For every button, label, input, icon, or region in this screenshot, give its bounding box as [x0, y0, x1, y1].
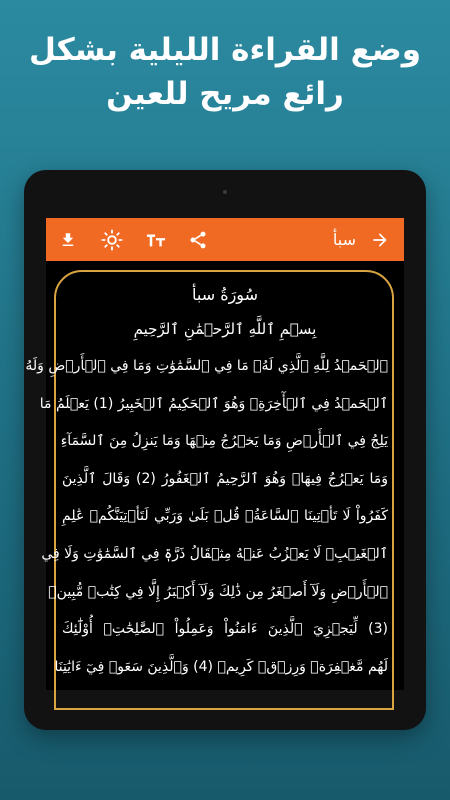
verse-line: يَلِجُ فِي ٱلۡأَرۡضِ وَمَا يَخۡرُجُ مِنۡهَا وَمَا يَنزِلُ مِنَ ٱلسَّمَآءِ	[60, 433, 388, 450]
verse-line: ٱلۡأَرۡضِ وَلَآ أَصۡغَرُ مِن ذَٰلِكَ وَلَآ أَكۡبَرُ إِلَّا فِي كِتَٰبٖ مُّبِينٖ	[48, 583, 388, 600]
headline-line-1: وضع القراءة الليلية بشكل	[29, 32, 421, 68]
verse-line: لَهُم مَّغۡفِرَةٞ وَرِزۡقٞ كَرِيمٞ (4) وَٱلَّذِينَ سَعَوۡ فِيٓ ءَايَٰتِنَا	[54, 658, 388, 675]
app-toolbar	[46, 218, 404, 261]
tablet-device	[24, 170, 426, 730]
app-screen	[25, 218, 404, 690]
verse-line: كَفَرُواْ لَا تَأۡتِينَا ٱلسَّاعَةُۖ قُلۡ بَلَىٰ وَرَبِّي لَتَأۡتِيَنَّكُمۡ عَٰلِمِ	[62, 508, 388, 525]
verse-line: (3) لِّيَجۡزِيَ ٱلَّذِينَ ءَامَنُواْ وَعَمِلُواْ ٱلصَّٰلِحَٰتِۚ أُوْلَٰٓئِكَ	[62, 621, 388, 638]
surah-name-title: سبأ	[332, 230, 356, 249]
verse-line: ٱلۡغَيۡبِۖ لَا يَعۡزُبُ عَنۡهُ مِثۡقَالُ ذَرَّةٖ فِي ٱلسَّمَٰوَٰتِ وَلَا فِي	[41, 545, 388, 562]
back-arrow-icon[interactable]	[364, 218, 396, 261]
download-icon[interactable]	[52, 218, 84, 261]
reader-content	[25, 278, 390, 686]
headline-line-2: رائع مريح للعين	[106, 76, 344, 112]
verse-line: ٱلۡحَمۡدُ فِي ٱلۡأٓخِرَةِۚ وَهُوَ ٱلۡحَكِيمُ ٱلۡخَبِيرُ (1) يَعۡلَمُ مَا	[39, 395, 388, 412]
surah-heading: سُورَةُ سبأ	[192, 285, 258, 304]
verses-block	[25, 348, 390, 686]
text-size-icon[interactable]	[140, 218, 172, 261]
share-icon[interactable]	[182, 218, 214, 261]
basmala: بِسۡمِ ٱللَّهِ ٱلرَّحۡمَٰنِ ٱلرَّحِيمِ	[133, 320, 317, 338]
verse-line: ٱلۡحَمۡدُ لِلَّهِ ٱلَّذِي لَهُۥ مَا فِي ٱلسَّمَٰوَٰتِ وَمَا فِي ٱلۡأَرۡضِ وَلَهُ	[25, 358, 388, 374]
brightness-icon[interactable]	[96, 218, 128, 261]
verse-line: وَمَا يَعۡرُجُ فِيهَاۚ وَهُوَ ٱلرَّحِيمُ ٱلۡغَفُورُ (2) وَقَالَ ٱلَّذِينَ	[62, 470, 388, 487]
camera-dot	[223, 190, 227, 194]
promo-headline	[0, 28, 450, 116]
